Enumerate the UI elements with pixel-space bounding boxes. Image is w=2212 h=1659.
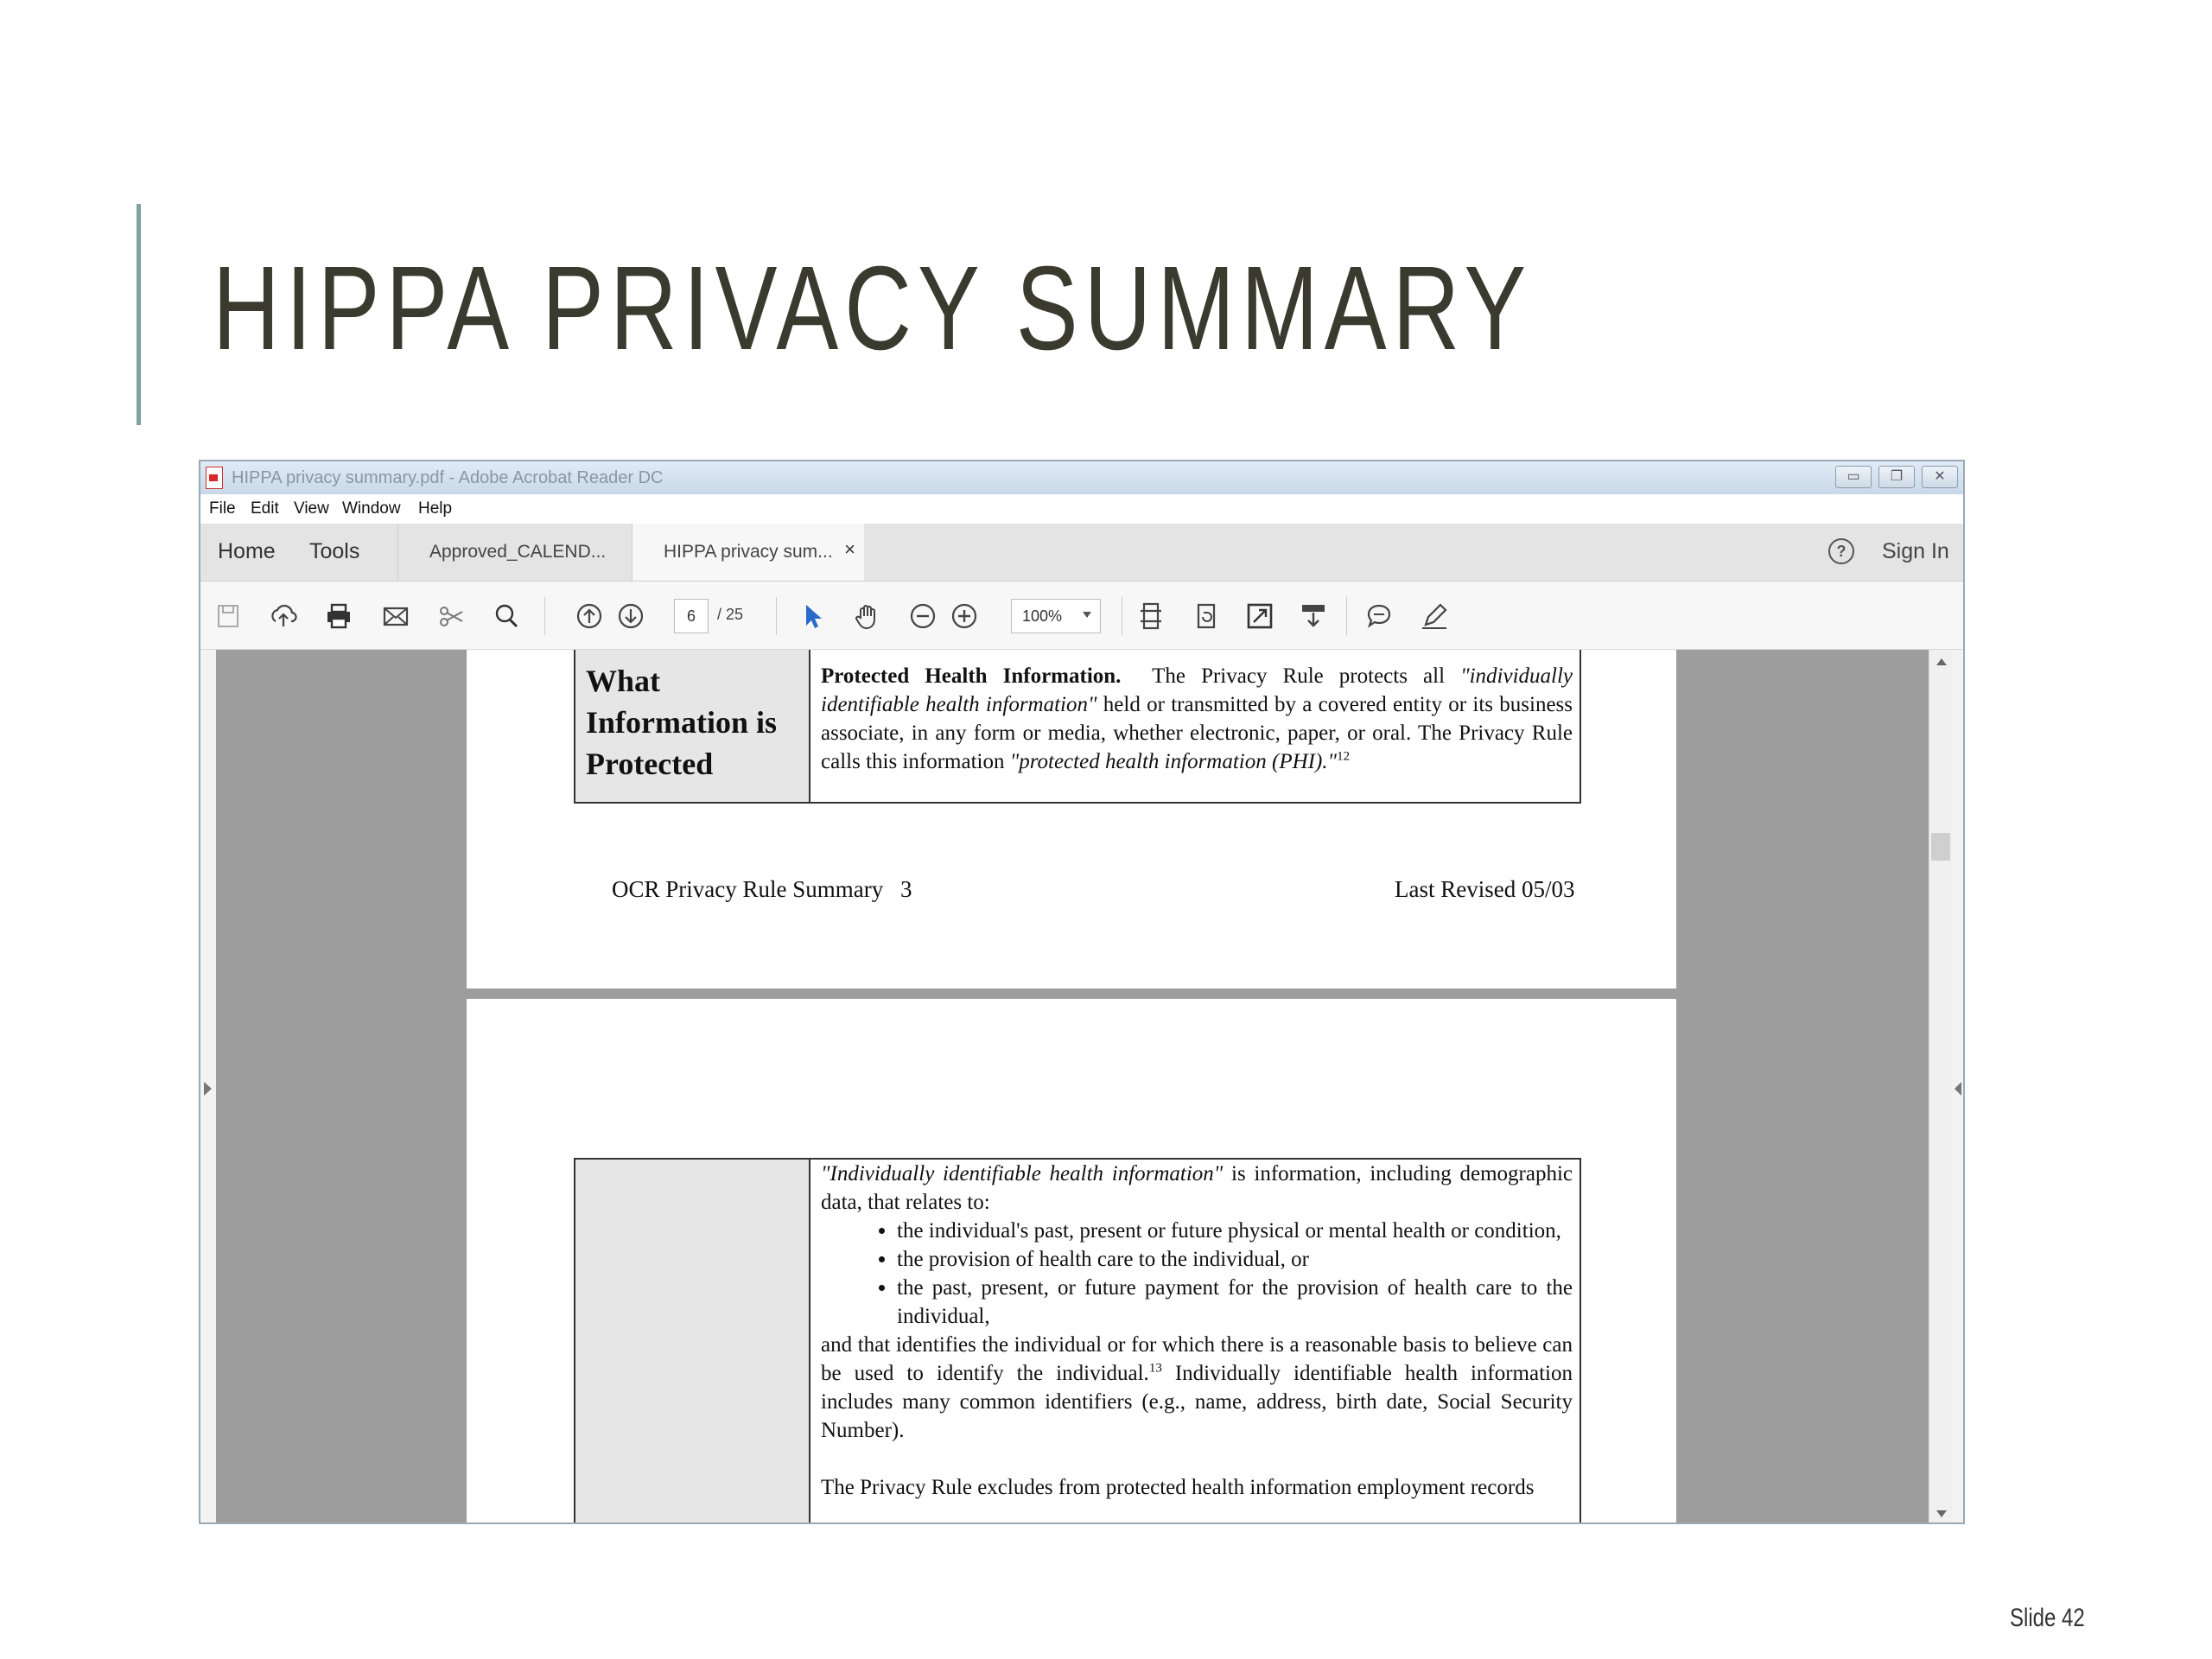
body-italic: "individually identifiable health information" [821, 664, 1573, 716]
scissors-icon[interactable] [435, 601, 467, 632]
pdf-page [467, 650, 1676, 988]
heading-line: What [586, 664, 661, 698]
fit-page-icon[interactable] [1135, 601, 1166, 632]
info-table [574, 650, 1581, 804]
body-text: The Privacy Rule protects all [1152, 664, 1446, 688]
close-tab-icon[interactable]: × [844, 538, 855, 560]
page-down-icon[interactable] [615, 601, 646, 632]
body-text: held or transmitted by a covered entity or its business associate, in any form or media, whether electronic, paper, or oral. The Privacy Rule calls this information [821, 693, 1573, 773]
section-label: Protected Health Information. [821, 664, 1122, 688]
list-item: • the provision of health care to the individual, or [897, 1245, 1573, 1274]
pdf-page [467, 999, 1676, 1524]
body-text: is information, including demographic data, that relates to: [821, 1162, 1573, 1214]
scroll-down-icon[interactable] [1936, 1510, 1947, 1517]
document-viewer[interactable] [200, 650, 1963, 1524]
mail-icon[interactable] [380, 601, 411, 632]
paragraph: The Privacy Rule excludes from protected health information employment records [821, 1476, 1535, 1499]
page-footer-left: OCR Privacy Rule Summary [612, 876, 884, 902]
fullscreen-icon[interactable] [1244, 601, 1275, 632]
info-table [574, 1158, 1581, 1524]
tab-approved-calendar[interactable] [397, 524, 632, 581]
title-accent-bar [137, 204, 141, 425]
bullet-list [821, 1217, 1573, 1331]
print-icon[interactable] [323, 601, 354, 632]
zoom-in-icon[interactable] [949, 601, 980, 632]
read-mode-icon[interactable] [1298, 601, 1329, 632]
sign-in-button[interactable]: Sign In [1882, 539, 1949, 563]
table-body-cell [821, 1160, 1573, 1502]
tab-label: Approved_CALEND... [429, 542, 607, 562]
chevron-left-icon[interactable] [1955, 1082, 1961, 1096]
page-footer-number: 3 [900, 876, 912, 902]
toolbar-separator [776, 597, 777, 635]
zoom-select[interactable] [1011, 599, 1101, 633]
minimize-button[interactable]: ▭ [1835, 466, 1872, 488]
toolbar-separator [544, 597, 545, 635]
menu-file[interactable]: File [209, 499, 236, 518]
menu-view[interactable]: View [294, 499, 329, 518]
tab-tools[interactable]: Tools [309, 539, 360, 563]
restore-button[interactable]: ❐ [1878, 466, 1915, 488]
slide-title: HIPPA PRIVACY SUMMARY [213, 242, 1533, 375]
heading-line: Information is [586, 705, 778, 740]
tab-bar [200, 524, 1963, 582]
toolbar-separator [1346, 597, 1347, 635]
menu-help[interactable]: Help [418, 499, 453, 518]
toolbar [200, 582, 1963, 650]
save-icon[interactable] [213, 601, 244, 632]
right-panel [1929, 650, 1963, 1524]
footnote-ref: 12 [1337, 749, 1351, 764]
close-window-button[interactable]: ✕ [1922, 466, 1958, 488]
zoom-out-icon[interactable] [907, 601, 938, 632]
menu-edit[interactable]: Edit [251, 499, 279, 518]
table-heading-cell [575, 1160, 810, 1524]
page-number-input[interactable]: 6 [674, 599, 709, 633]
body-text: and that identifies the individual or for which there is a reasonable basis to believe can be used to identify the individual. [821, 1333, 1573, 1385]
table-heading-cell [575, 650, 810, 802]
menu-window[interactable]: Window [342, 499, 401, 518]
list-item: • the individual's past, present or future physical or mental health or condition, [897, 1217, 1573, 1245]
paragraph [821, 1160, 1573, 1217]
chevron-right-icon [204, 1082, 212, 1096]
footnote-ref: 13 [1148, 1361, 1162, 1376]
table-body-cell [821, 662, 1573, 776]
window-title: HIPPA privacy summary.pdf - Adobe Acrobat Reader DC [232, 468, 664, 487]
upload-icon[interactable] [268, 601, 299, 632]
body-italic: "Individually identifiable health information" [821, 1162, 1224, 1185]
rotate-icon[interactable] [1191, 601, 1222, 632]
tab-label: HIPPA privacy sum... [664, 542, 833, 562]
help-icon[interactable]: ? [1828, 538, 1854, 564]
body-italic: "protected health information (PHI)." [1009, 750, 1338, 773]
select-pointer-icon[interactable] [797, 601, 828, 632]
heading-line: Protected [586, 747, 714, 781]
scroll-up-icon[interactable] [1936, 658, 1947, 665]
search-icon[interactable] [491, 601, 522, 632]
pdf-file-icon [206, 467, 223, 489]
paragraph [821, 1331, 1573, 1445]
chevron-down-icon [1083, 612, 1091, 618]
left-panel-toggle[interactable] [200, 650, 216, 1524]
tab-hippa-privacy[interactable] [632, 524, 864, 581]
tab-home[interactable]: Home [218, 539, 276, 563]
menu-bar [200, 494, 1963, 524]
sign-icon[interactable] [1419, 601, 1450, 632]
comment-icon[interactable] [1363, 601, 1395, 632]
page-up-icon[interactable] [574, 601, 605, 632]
page-total: / 25 [717, 606, 744, 623]
window-titlebar [200, 461, 1963, 494]
zoom-value: 100% [1022, 607, 1063, 625]
list-item: • the past, present, or future payment for the provision of health care to the individual, [897, 1274, 1573, 1331]
acrobat-window [199, 460, 1965, 1524]
scroll-thumb[interactable] [1931, 833, 1950, 861]
slide-number: Slide 42 [2010, 1604, 2085, 1632]
hand-icon[interactable] [852, 601, 883, 632]
body-text: Individually identifiable health information includes many common identifiers (e.g., name, address, birth date, Social Security Number). [821, 1362, 1573, 1442]
vertical-scrollbar[interactable] [1929, 650, 1952, 1524]
page-footer-right: Last Revised 05/03 [1395, 876, 1575, 902]
